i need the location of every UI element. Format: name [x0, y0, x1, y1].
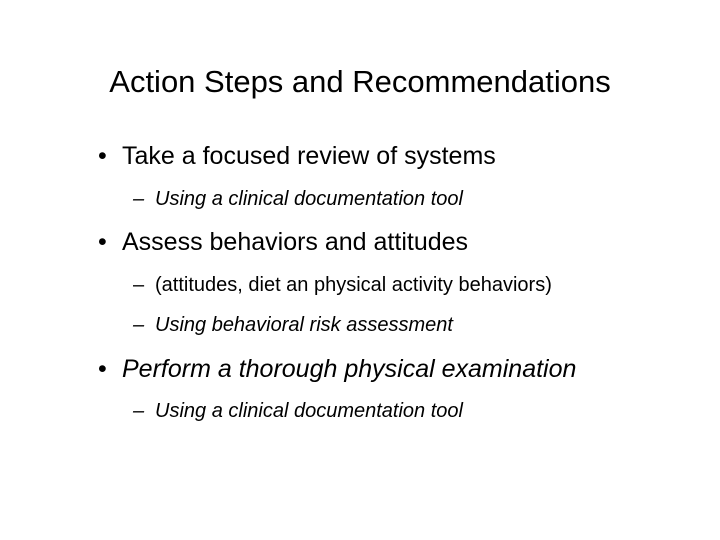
dash-icon: –	[133, 274, 145, 296]
bullet-item-1	[98, 141, 496, 171]
dash-icon: –	[133, 188, 145, 210]
sub-bullet-item-3-1	[133, 399, 463, 423]
sub-bullet-item-1-1	[133, 187, 463, 211]
sub-bullet-item-2-1	[133, 273, 552, 297]
bullet-item-text: Take a focused review of systems	[122, 142, 496, 170]
bullet-item-text: Assess behaviors and attitudes	[122, 228, 469, 256]
sub-bullet-item-2-2	[133, 313, 453, 337]
dash-icon: –	[133, 400, 145, 422]
bullet-item-3	[98, 354, 576, 384]
sub-bullet-item-text: Using behavioral risk assessment	[155, 314, 453, 336]
bullet-icon: •	[98, 228, 107, 256]
bullet-item-text: Perform a thorough physical examination	[122, 355, 577, 383]
sub-bullet-item-text: Using a clinical documentation tool	[155, 400, 463, 422]
bullet-item-2	[98, 227, 468, 257]
dash-icon: –	[133, 314, 145, 336]
slide-title: Action Steps and Recommendations	[109, 64, 611, 99]
sub-bullet-item-text: (attitudes, diet an physical activity behaviors)	[155, 274, 552, 296]
sub-bullet-item-text: Using a clinical documentation tool	[155, 188, 463, 210]
bullet-icon: •	[98, 142, 107, 170]
bullet-icon: •	[98, 355, 107, 383]
